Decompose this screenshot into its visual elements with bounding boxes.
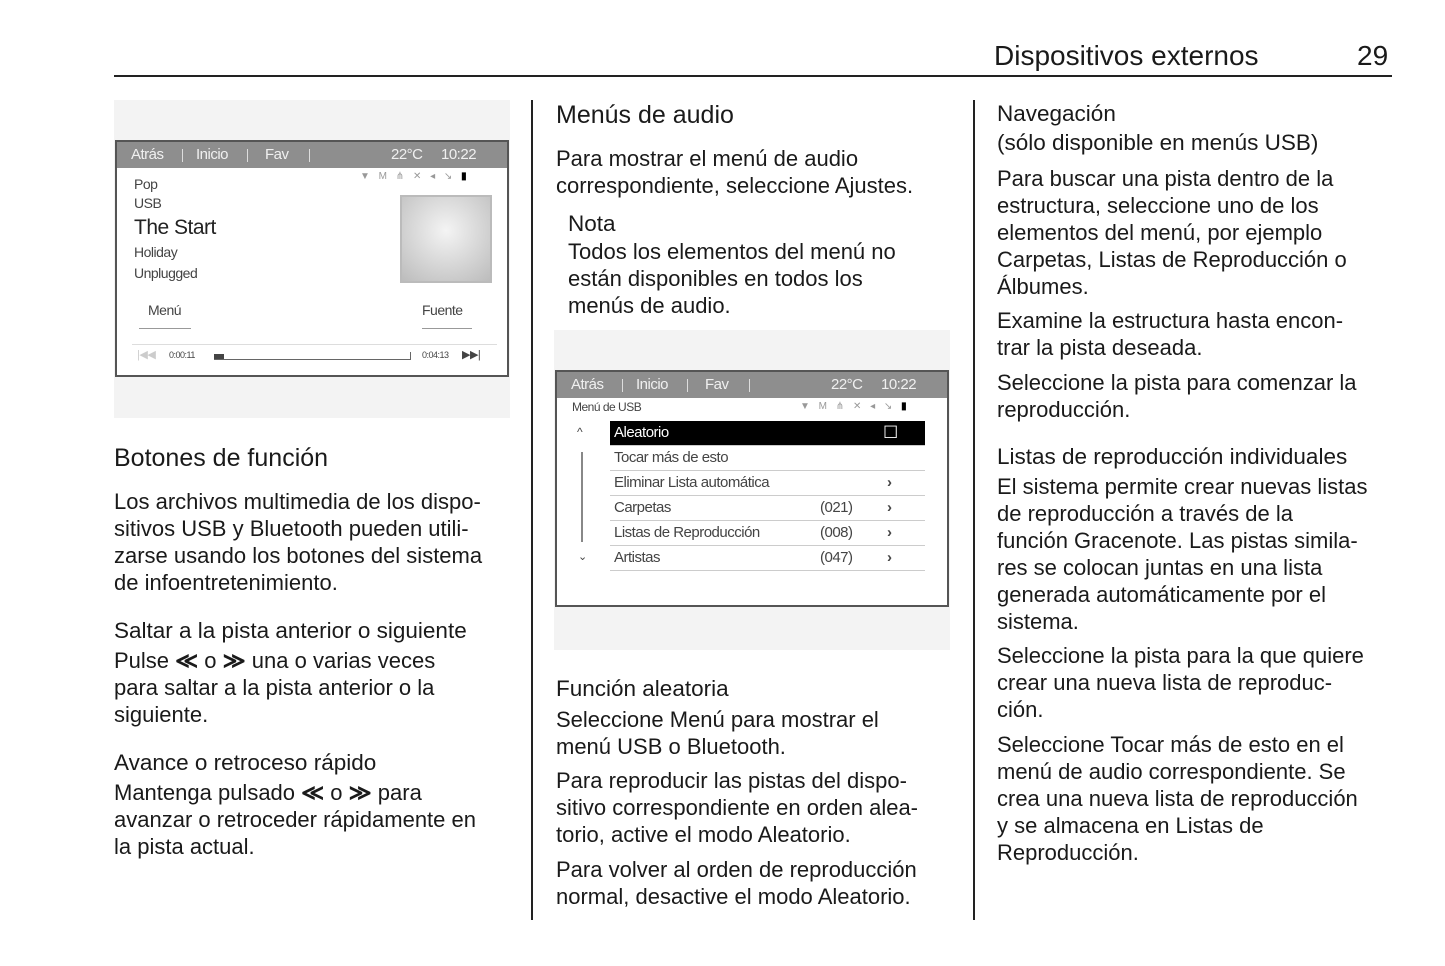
paragraph: Para volver al orden de reproducción normal, desactive el modo Aleatorio. xyxy=(556,857,917,909)
paragraph: Seleccione la pista para comenzar la reproducción. xyxy=(997,370,1357,422)
menu-item-label: Aleatorio xyxy=(614,424,669,441)
subheading-navigation: Navegación xyxy=(997,101,1116,126)
status-icons: ▼ M ⋔ ✕ ◂ ↘ ▮ xyxy=(800,401,910,412)
column-divider xyxy=(531,100,533,920)
paragraph: Los archivos multimedia de los dispo- sitivos USB y Bluetooth pueden utili- zarse usando los botones del sistema de infoentretenimiento. xyxy=(114,489,483,595)
paragraph: El sistema permite crear nuevas listas de reproducción a través de la función Gracenote. Las pistas simila- res se colocan juntas en una lista generada automáticamente por el sistema. xyxy=(997,474,1368,634)
chevron-right-icon: › xyxy=(887,524,892,541)
infotainment-screen xyxy=(115,140,509,377)
menu-item-count: (047) xyxy=(820,549,853,566)
artist: Unplugged xyxy=(134,265,198,281)
infotainment-screen xyxy=(555,370,949,607)
menu-item-label: Listas de Reproducción xyxy=(614,524,760,541)
tab-back[interactable]: Atrás xyxy=(571,376,604,393)
subheading-navigation-note: (sólo disponible en menús USB) xyxy=(997,130,1319,155)
subheading-skip: Saltar a la pista anterior o siguiente xyxy=(114,618,467,643)
tab-fav[interactable]: Fav xyxy=(265,146,289,163)
next-track-icon[interactable]: ▶▶| xyxy=(462,349,481,361)
heading-audio-menus: Menús de audio xyxy=(556,101,734,129)
chevron-right-icon: › xyxy=(887,499,892,516)
genre: Pop xyxy=(134,176,158,192)
menu-title: Menú de USB xyxy=(572,400,642,414)
note-title: Nota xyxy=(568,211,616,236)
paragraph: Para mostrar el menú de audio correspondiente, seleccione Ajustes. xyxy=(556,146,914,198)
now-playing-figure xyxy=(114,100,510,418)
menu-item-label: Carpetas xyxy=(614,499,671,516)
subheading-fast-forward: Avance o retroceso rápido xyxy=(114,750,377,775)
usb-menu-figure xyxy=(554,330,950,650)
progress-bar[interactable] xyxy=(214,352,411,360)
previous-symbol: ≪ xyxy=(301,780,325,805)
paragraph xyxy=(114,779,422,806)
menu-item[interactable] xyxy=(610,546,925,571)
album-art xyxy=(400,195,492,283)
next-symbol: ≫ xyxy=(222,648,246,673)
next-symbol: ≫ xyxy=(348,780,372,805)
tab-fav[interactable]: Fav xyxy=(705,376,729,393)
tab-home[interactable]: Inicio xyxy=(636,376,669,393)
menu-item[interactable] xyxy=(610,521,925,546)
text: o xyxy=(324,780,349,805)
text: o xyxy=(198,648,223,673)
heading-function-buttons: Botones de función xyxy=(114,444,329,472)
previous-symbol: ≪ xyxy=(175,648,199,673)
menu-item[interactable] xyxy=(610,421,925,446)
paragraph: Seleccione Menú para mostrar el menú USB o Bluetooth. xyxy=(556,707,879,759)
section-title: Dispositivos externos xyxy=(994,40,1259,71)
paragraph: avanzar o retroceder rápidamente en la pista actual. xyxy=(114,807,476,859)
scroll-down-icon[interactable]: ⌄ xyxy=(578,551,587,563)
text: Pulse xyxy=(114,648,176,673)
previous-track-icon[interactable]: |◀◀ xyxy=(137,349,156,361)
paragraph: Examine la estructura hasta encon- trar la pista deseada. xyxy=(997,308,1344,360)
menu-item-count: (008) xyxy=(820,524,853,541)
paragraph: Para buscar una pista dentro de la estructura, seleccione uno de los elementos del menú, por ejemplo Carpetas, Listas de Reproducción o Álbumes. xyxy=(997,166,1347,299)
header-rule xyxy=(114,75,1392,77)
status-bar xyxy=(117,142,507,168)
note-text: Todos los elementos del menú no están disponibles en todos los menús de audio. xyxy=(568,239,896,318)
clock: 10:22 xyxy=(441,146,477,163)
menu-item[interactable] xyxy=(610,471,925,496)
status-bar xyxy=(557,372,947,398)
menu-item-label: Eliminar Lista automática xyxy=(614,474,770,491)
album: Holiday xyxy=(134,244,178,260)
text: para xyxy=(371,780,422,805)
column-divider xyxy=(973,100,975,920)
tab-back[interactable]: Atrás xyxy=(131,146,164,163)
elapsed-time: 0:00:11 xyxy=(169,350,195,360)
tab-home[interactable]: Inicio xyxy=(196,146,229,163)
scrollbar[interactable] xyxy=(581,452,583,542)
source-button[interactable]: Fuente xyxy=(422,302,463,318)
scroll-up-icon[interactable]: ^ xyxy=(577,425,583,439)
source: USB xyxy=(134,195,162,211)
status-icons: ▼ M ⋔ ✕ ◂ ↘ ▮ xyxy=(360,171,470,182)
paragraph: Para reproducir las pistas del dispo- sitivo correspondiente en orden alea- torio, active el modo Aleatorio. xyxy=(556,768,919,847)
chevron-right-icon: › xyxy=(887,474,892,491)
temperature: 22°C xyxy=(831,376,863,393)
clock: 10:22 xyxy=(881,376,917,393)
menu-item-label: Tocar más de esto xyxy=(614,449,729,466)
menu-item-count: (021) xyxy=(820,499,853,516)
menu-item[interactable] xyxy=(610,446,925,471)
paragraph: para saltar a la pista anterior o la siguiente. xyxy=(114,675,435,727)
page-number: 29 xyxy=(1357,40,1389,71)
paragraph: Seleccione Tocar más de esto en el menú de audio correspondiente. Se crea una nueva lista de reproducción y se almacena en Listas de Reproducción. xyxy=(997,732,1358,865)
track-title: The Start xyxy=(134,216,216,239)
total-time: 0:04:13 xyxy=(422,350,449,360)
temperature: 22°C xyxy=(391,146,423,163)
subheading-playlists: Listas de reproducción individuales xyxy=(997,444,1348,469)
text: Mantenga pulsado xyxy=(114,780,302,805)
checkbox[interactable]: ☐ xyxy=(883,423,898,442)
menu-item[interactable] xyxy=(610,496,925,521)
subheading-random: Función aleatoria xyxy=(556,676,729,701)
text: una o varias veces xyxy=(245,648,436,673)
paragraph: Seleccione la pista para la que quiere crear una nueva lista de reproduc- ción. xyxy=(997,643,1364,722)
menu-item-label: Artistas xyxy=(614,549,661,566)
menu-button[interactable]: Menú xyxy=(148,302,182,318)
chevron-right-icon: › xyxy=(887,549,892,566)
paragraph xyxy=(114,647,435,674)
